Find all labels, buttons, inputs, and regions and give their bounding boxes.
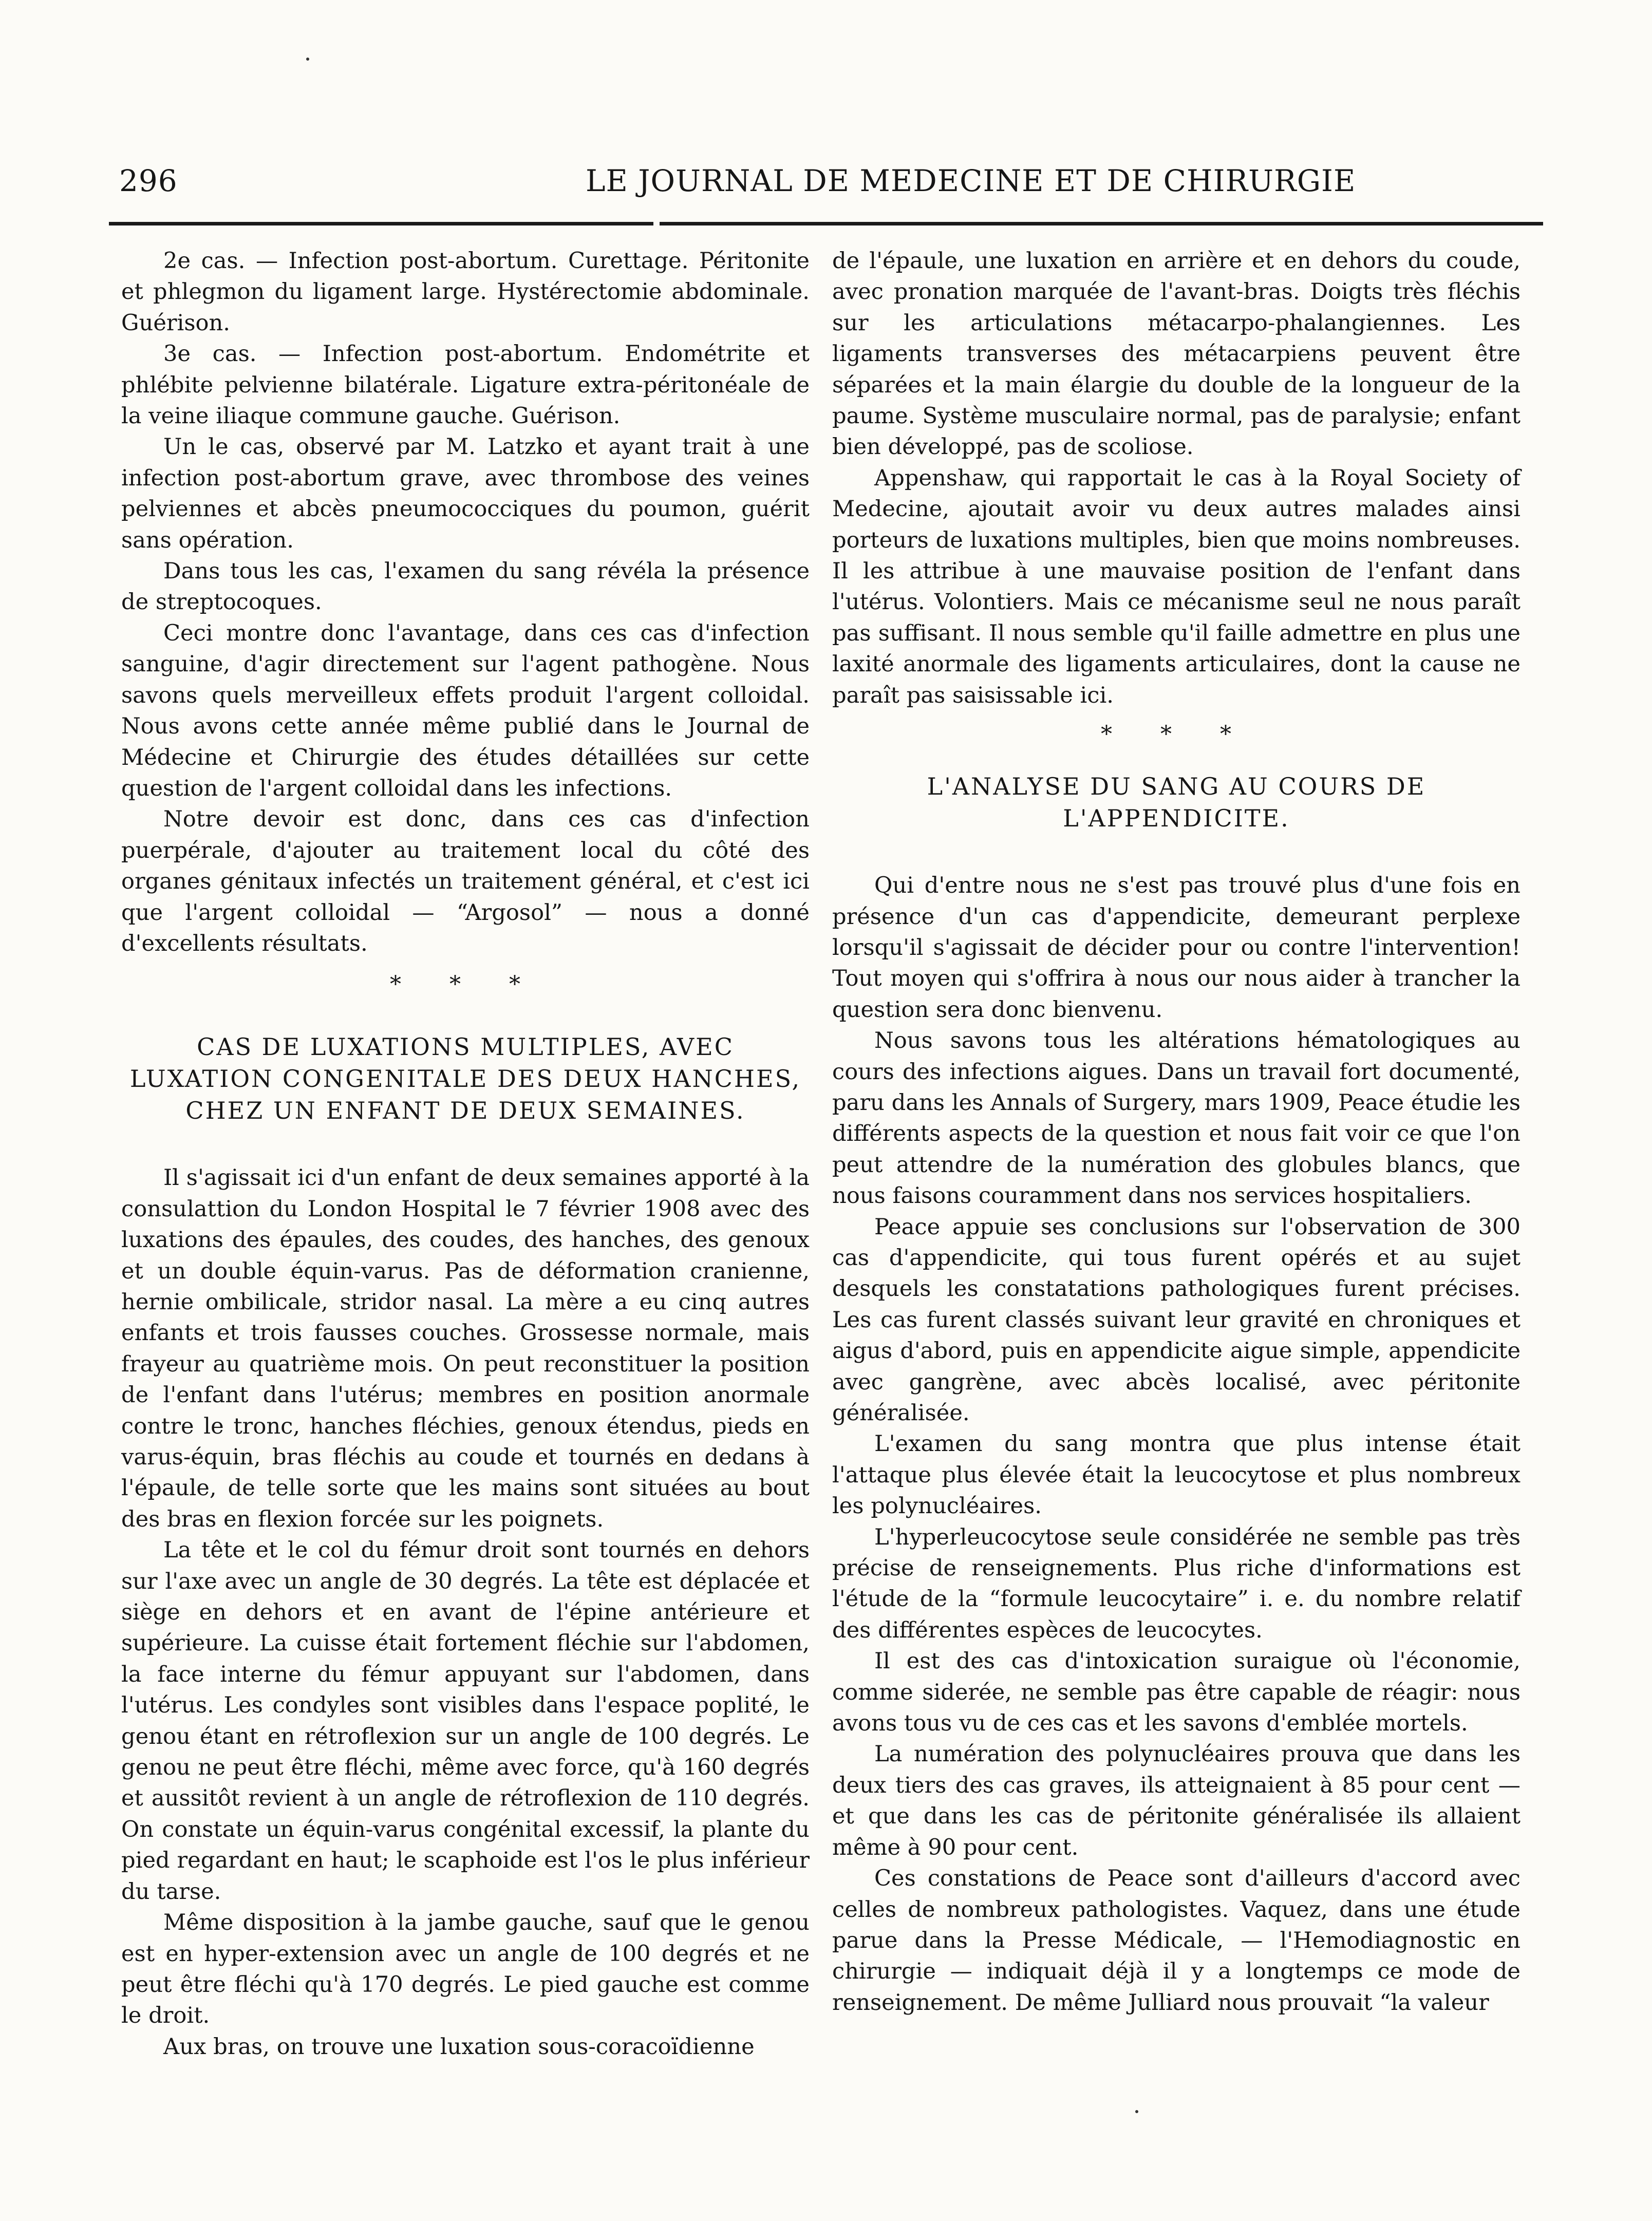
header-rule-right bbox=[660, 222, 1543, 225]
journal-title: LE JOURNAL DE MEDECINE ET DE CHIRURGIE bbox=[586, 163, 1356, 198]
section-heading-appendicite: L'ANALYSE DU SANG AU COURS DE L'APPENDICITE. bbox=[927, 773, 1426, 833]
paragraph: 3e cas. — Infection post-abortum. Endométrite et phlébite pelvienne bilatérale. Ligature extra-péritonéale de la veine iliaque commune gauche. Guérison. bbox=[121, 341, 810, 429]
paragraph: Dans tous les cas, l'examen du sang révéla la présence de streptocoques. bbox=[121, 558, 810, 615]
section-separator: * * * bbox=[1101, 721, 1252, 748]
paragraph-continued: de l'épaule, une luxation en arrière et en dehors du coude, avec pronation marquée de l'avant-bras. Doigts très fléchis sur les articulations métacarpo-phalangiennes. Les ligaments transverses des métacarpiens peuvent être séparées et la main élargie du double de la longueur de la paume. Système musculaire normal, pas de paralysie; enfant bien développé, pas de scoliose. bbox=[832, 248, 1520, 460]
paragraph: Ceci montre donc l'avantage, dans ces cas d'infection sanguine, d'agir directement sur l'agent pathogène. Nous savons quels merveilleux effets produit l'argent colloidal. Nous avons cette année même publié dans le Journal de Médecine et Chirurgie des études détaillées sur cette question de l'argent colloidal dans les infections. bbox=[121, 620, 810, 801]
paragraph: Même disposition à la jambe gauche, sauf que le genou est en hyper-extension avec un angle de 100 degrés et ne peut être fléchi qu'à 170 degrés. Le pied gauche est comme le droit. bbox=[121, 1910, 810, 2029]
paragraph: Un le cas, observé par M. Latzko et ayant trait à une infection post-abortum grave, avec thrombose des veines pelviennes et abcès pneumococciques du poumon, guérit sans opération. bbox=[121, 434, 810, 553]
right-column bbox=[832, 246, 1520, 2018]
paragraph: Appenshaw, qui rapportait le cas à la Royal Society of Medecine, ajoutait avoir vu deux autres malades ainsi porteurs de luxations multiples, bien que moins nombreuses. Il les attribue à une mauvaise position de l'enfant dans l'utérus. Volontiers. Mais ce mécanisme seul ne nous paraît pas suffisant. Il nous semble qu'il faille admettre en plus une laxité anormale des ligaments articulaires, dont la cause ne paraît pas saisissable ici. bbox=[832, 465, 1520, 708]
paragraph: Il est des cas d'intoxication suraigue où l'économie, comme siderée, ne semble pas être capable de réagir: nous avons tous vu de ces cas et les savons d'emblée mortels. bbox=[832, 1648, 1520, 1737]
paragraph: La tête et le col du fémur droit sont tournés en dehors sur l'axe avec un angle de 30 degrés. La tête est déplacée et siège en dehors et en avant de l'épine antérieure et supérieure. La cuisse était fortement fléchie sur l'abdomen, la face interne du fémur appuyant sur l'abdomen, dans l'utérus. Les condyles sont visibles dans l'espace poplité, le genou étant en rétroflexion sur un angle de 100 degrés. Le genou ne peut être fléchi, même avec force, qu'à 160 degrés et aussitôt revient à un angle de rétroflexion de 110 degrés. On constate un équin-varus congénital excessif, la plante du pied regardant en haut; le scaphoide est l'os le plus inférieur du tarse. bbox=[121, 1537, 810, 1905]
scan-speck bbox=[306, 58, 309, 61]
paragraph: Il s'agissait ici d'un enfant de deux semaines apporté à la consulattion du London Hospital le 7 février 1908 avec des luxations des épaules, des coudes, des hanches, des genoux et un double équin-varus. Pas de déformation cranienne, hernie ombilicale, stridor nasal. La mère a eu cinq autres enfants et trois fausses couches. Grossesse normale, mais frayeur au quatrième mois. On peut reconstituer la position de l'enfant dans l'utérus; membres en position anormale contre le tronc, hanches fléchies, genoux étendus, pieds en varus-équin, bras fléchis au coude et tournés en dedans à l'épaule, de telle sorte que les mains sont situées au bout des bras en flexion forcée sur les poignets. bbox=[121, 1165, 810, 1532]
paragraph: Ces constations de Peace sont d'ailleurs d'accord avec celles de nombreux pathologistes. Vaquez, dans une étude parue dans la Presse Médicale, — l'Hemodiagnostic en chirurgie — indiquait déjà il y a longtemps ce mode de renseignement. De même Julliard nous prouvait “la valeur bbox=[832, 1866, 1520, 2016]
paragraph: Peace appuie ses conclusions sur l'observation de 300 cas d'appendicite, qui tous furent opérés et au sujet desquels les constatations pathologiques furent précises. Les cas furent classés suivant leur gravité en chroniques et aigus d'abord, puis en appendicite aigue simple, appendicite avec gangrène, avec abcès localisé, avec péritonite généralisée. bbox=[832, 1214, 1520, 1426]
header-rule-left bbox=[109, 222, 653, 225]
paragraph: L'hyperleucocytose seule considérée ne semble pas très précise de renseignements. Plus riche d'informations est l'étude de la “formule leucocytaire” i. e. du nombre relatif des différentes espèces de leucocytes. bbox=[832, 1524, 1520, 1643]
scan-speck bbox=[1135, 2110, 1138, 2113]
paragraph: Nous savons tous les altérations hématologiques au cours des infections aigues. Dans un travail fort documenté, paru dans les Annals of Surgery, mars 1909, Peace étudie les différents aspects de la question et nous fait voir ce que l'on peut attendre de la numération des globules blancs, que nous faisons couramment dans nos services hospitaliers. bbox=[832, 1028, 1520, 1209]
paragraph: L'examen du sang montra que plus intense était l'attaque plus élevée était la leucocytose et plus nombreux les polynucléaires. bbox=[832, 1431, 1520, 1519]
paragraph: Aux bras, on trouve une luxation sous-coracoïdienne bbox=[163, 2034, 755, 2060]
left-column bbox=[121, 246, 810, 2062]
section-heading-luxations: CAS DE LUXATIONS MULTIPLES, AVEC LUXATION CONGENITALE DES DEUX HANCHES, CHEZ UN ENFANT DE DEUX SEMAINES. bbox=[129, 1033, 801, 1125]
page-number: 296 bbox=[119, 163, 178, 198]
paragraph: Qui d'entre nous ne s'est pas trouvé plus d'une fois en présence d'un cas d'appendicite, demeurant perplexe lorsqu'il s'agissait de décider pour ou contre l'intervention! Tout moyen qui s'offrira à nous our nous aider à trancher la question sera donc bienvenu. bbox=[832, 873, 1520, 1023]
section-separator: * * * bbox=[390, 971, 541, 998]
paragraph: 2e cas. — Infection post-abortum. Curettage. Péritonite et phlegmon du ligament large. Hystérectomie abdominale. Guérison. bbox=[121, 248, 810, 336]
paragraph: Notre devoir est donc, dans ces cas d'infection puerpérale, d'ajouter au traitement local du côté des organes génitaux infectés un traitement général, et c'est ici que l'argent colloidal — “Argosol” — nous a donné d'excellents résultats. bbox=[121, 806, 810, 956]
paragraph: La numération des polynucléaires prouva que dans les deux tiers des cas graves, ils atteignaient à 85 pour cent — et que dans les cas de péritonite généralisée ils allaient même à 90 pour cent. bbox=[832, 1741, 1520, 1860]
